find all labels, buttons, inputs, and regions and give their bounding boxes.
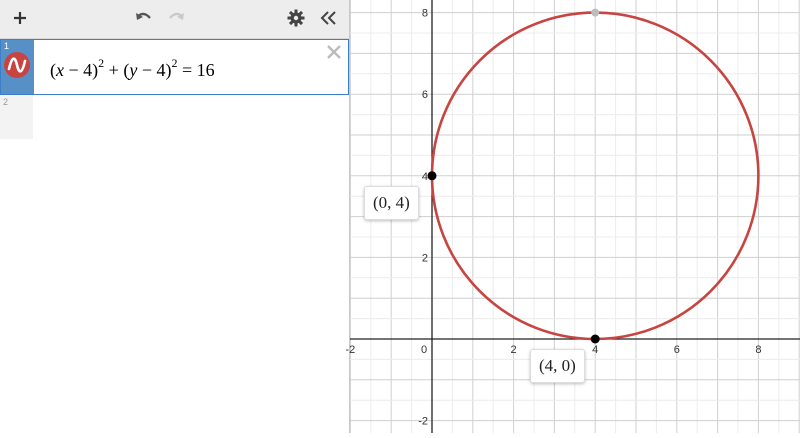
settings-button[interactable] (286, 6, 306, 30)
graph-style-toggle[interactable] (4, 52, 30, 78)
formula-operator: + (104, 60, 124, 80)
expression-number: 1 (4, 41, 10, 51)
point-top-hover[interactable] (591, 9, 599, 17)
redo-icon (166, 10, 186, 26)
point-label-0-4[interactable]: (0, 4) (364, 186, 419, 220)
point-marker[interactable] (591, 335, 600, 344)
gear-icon (287, 9, 305, 27)
undo-icon (134, 10, 154, 26)
expression-list (0, 39, 349, 433)
formula-paren: ( (50, 60, 56, 80)
graph-paper[interactable] (345, 0, 800, 433)
y-tick-label: 8 (421, 7, 428, 20)
expression-tab (0, 95, 33, 139)
x-tick-label: 6 (673, 344, 680, 356)
graph-wave-icon (7, 58, 27, 72)
formula-paren: ) (92, 60, 99, 80)
delete-expression-button[interactable] (326, 44, 342, 60)
y-tick-label: -2 (418, 415, 428, 428)
expression-row-1[interactable] (0, 39, 349, 95)
double-chevron-left-icon (320, 10, 338, 26)
formula-term: − 4 (137, 60, 166, 80)
point-marker[interactable] (428, 171, 437, 180)
formula-paren: ) (165, 60, 172, 80)
expression-row-2[interactable] (0, 95, 349, 139)
formula-paren: ( (123, 60, 130, 80)
y-tick-label: 6 (421, 89, 428, 102)
formula-exponent: 2 (98, 56, 105, 70)
x-tick-label: -2 (345, 344, 356, 356)
add-item-button[interactable] (10, 6, 30, 30)
undo-button[interactable] (133, 6, 155, 30)
formula-equals: = 16 (177, 60, 215, 80)
expression-number: 2 (3, 97, 9, 107)
formula-term: − 4 (64, 60, 93, 80)
redo-button[interactable] (165, 6, 187, 30)
x-tick-label: 0 (420, 344, 428, 356)
expression-tab (1, 40, 34, 94)
formula-variable-y: y (129, 60, 138, 80)
y-tick-label: 4 (421, 170, 428, 183)
x-tick-label: 4 (592, 344, 599, 356)
formula-variable-x: x (56, 60, 64, 80)
plus-icon (12, 10, 28, 26)
x-tick-label: 2 (510, 344, 517, 356)
y-tick-label: 2 (421, 252, 428, 265)
expression-toolbar (0, 0, 349, 39)
formula-exponent: 2 (171, 56, 178, 70)
close-icon (326, 44, 342, 60)
expression-formula[interactable] (50, 56, 215, 81)
point-label-4-0[interactable]: (4, 0) (530, 349, 585, 383)
collapse-panel-button[interactable] (318, 6, 340, 30)
x-tick-label: 8 (755, 344, 762, 356)
